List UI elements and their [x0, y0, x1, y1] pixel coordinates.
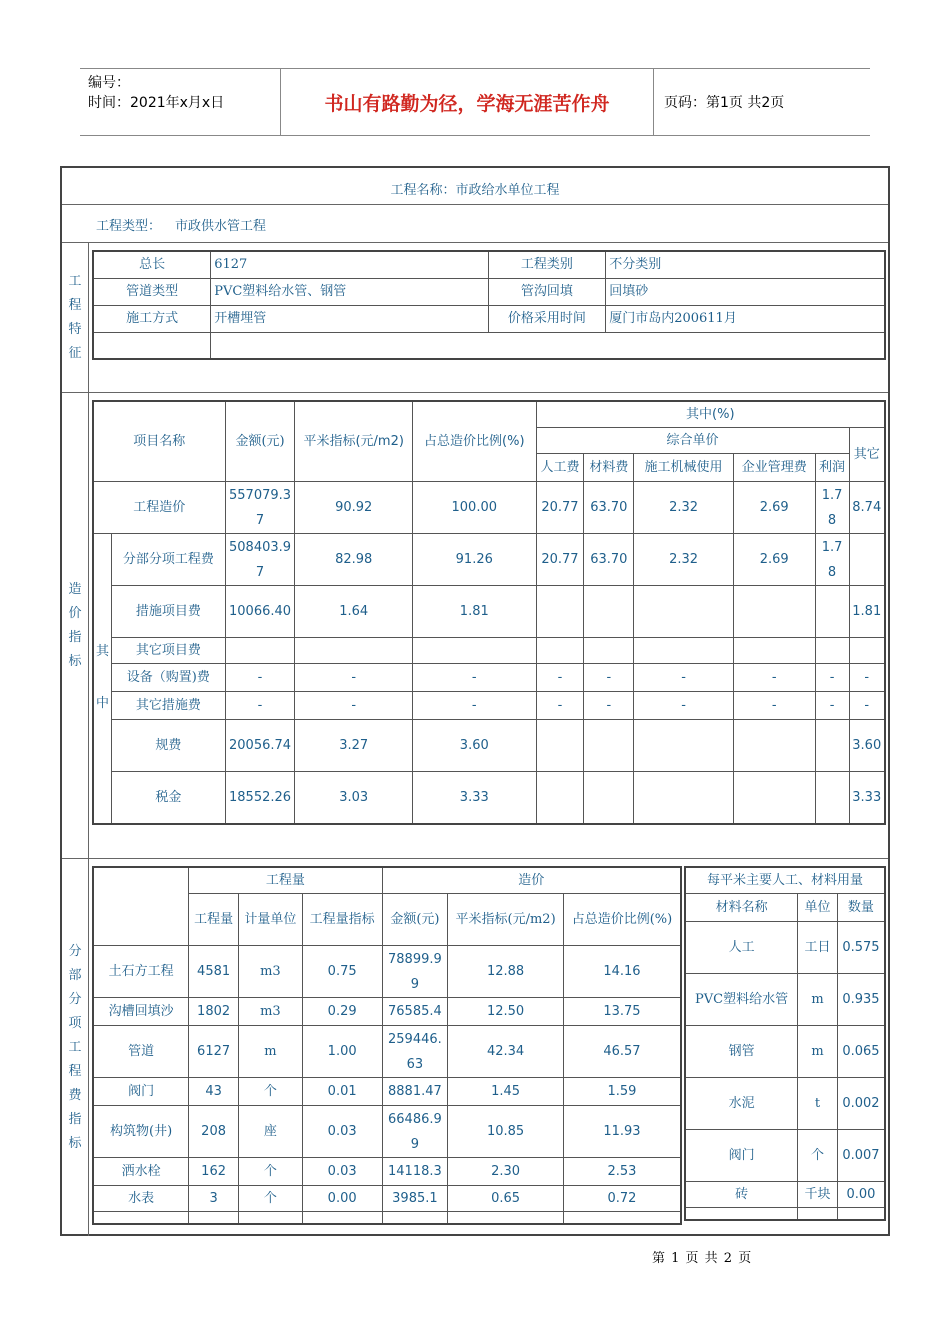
table-row: [93, 720, 885, 772]
material-qty: 0.007: [837, 1130, 885, 1182]
col-header: 单位: [798, 894, 838, 922]
col-header: 利润: [815, 454, 849, 482]
value-cell: -: [815, 664, 849, 692]
value-cell: 0.00: [302, 1186, 382, 1212]
feature-label: 管道类型: [93, 278, 211, 305]
col-header: 材料费: [584, 454, 634, 482]
value-cell: 3.60: [413, 720, 537, 772]
value-cell: 12.88: [448, 946, 564, 998]
row-label: 税金: [112, 772, 226, 824]
page-footer: 第 1 页 共 2 页: [652, 1251, 753, 1266]
row-label: 管道: [93, 1026, 189, 1078]
empty-cell: [302, 1212, 382, 1224]
col-header: 工程量: [189, 867, 382, 894]
feature-value: 厦门市岛内200611月: [606, 305, 885, 332]
value-cell: 2.32: [634, 534, 734, 586]
value-cell: -: [225, 692, 295, 720]
feature-value: 开槽埋管: [211, 305, 488, 332]
value-cell: 8.74: [849, 482, 885, 534]
value-cell: 76585.4: [382, 998, 448, 1026]
feature-label: 管沟回填: [488, 278, 606, 305]
col-header: 平米指标(元/m2): [448, 894, 564, 946]
empty-cell: [798, 1208, 838, 1220]
value-cell: [634, 720, 734, 772]
feature-label: 总长: [93, 251, 211, 278]
value-cell: 3.27: [295, 720, 413, 772]
cost-index-table: [92, 400, 886, 825]
row-label: 设备（购置)费: [112, 664, 226, 692]
value-cell: -: [634, 664, 734, 692]
value-cell: 8881.47: [382, 1078, 448, 1106]
value-cell: 4581: [189, 946, 239, 998]
value-cell: [634, 638, 734, 664]
table-row: [93, 1212, 681, 1224]
material-name: PVC塑料给水管: [685, 974, 798, 1026]
col-header: 施工机械使用: [634, 454, 734, 482]
row-label: 工程造价: [93, 482, 225, 534]
value-cell: 43: [189, 1078, 239, 1106]
value-cell: 13.75: [563, 998, 681, 1026]
project-type: [66, 208, 884, 240]
value-cell: 3: [189, 1186, 239, 1212]
value-cell: [536, 720, 584, 772]
document-header: [80, 68, 870, 136]
value-cell: -: [295, 664, 413, 692]
value-cell: [536, 772, 584, 824]
value-cell: [815, 586, 849, 638]
header-row: [93, 401, 885, 428]
col-header: 其中(%): [536, 401, 885, 428]
empty-cell: [239, 1212, 303, 1224]
value-cell: [584, 720, 634, 772]
value-cell: [536, 638, 584, 664]
material-unit: 千块: [798, 1182, 838, 1208]
value-cell: [295, 638, 413, 664]
table-row: [93, 1186, 681, 1212]
col-header: 占总造价比例(%): [413, 401, 537, 482]
material-unit: t: [798, 1078, 838, 1130]
value-cell: 63.70: [584, 482, 634, 534]
row-label: 措施项目费: [112, 586, 226, 638]
value-cell: 208: [189, 1106, 239, 1158]
value-cell: 82.98: [295, 534, 413, 586]
material-name: 砖: [685, 1182, 798, 1208]
col-header: 造价: [382, 867, 681, 894]
value-cell: 90.92: [295, 482, 413, 534]
row-label: 土石方工程: [93, 946, 189, 998]
value-cell: m3: [239, 946, 303, 998]
value-cell: 1.78: [815, 534, 849, 586]
row-label: 阀门: [93, 1078, 189, 1106]
value-cell: 1.00: [302, 1026, 382, 1078]
row-label: 其它项目费: [112, 638, 226, 664]
feature-row: [93, 305, 885, 332]
col-header: 占总造价比例(%): [563, 894, 681, 946]
value-cell: -: [849, 692, 885, 720]
value-cell: 3985.1: [382, 1186, 448, 1212]
features-table: [92, 250, 886, 360]
value-cell: [849, 638, 885, 664]
value-cell: [584, 638, 634, 664]
header-row: [685, 867, 885, 894]
feature-value: 回填砂: [606, 278, 885, 305]
value-cell: 0.65: [448, 1186, 564, 1212]
table-row: [93, 1026, 681, 1078]
material-name: 水泥: [685, 1078, 798, 1130]
value-cell: m3: [239, 998, 303, 1026]
value-cell: [536, 586, 584, 638]
value-cell: -: [536, 664, 584, 692]
empty-cell: [93, 1212, 189, 1224]
materials-title: 每平米主要人工、材料用量: [685, 867, 885, 894]
value-cell: [634, 772, 734, 824]
header-row: [685, 894, 885, 922]
value-cell: 个: [239, 1078, 303, 1106]
material-unit: m: [798, 974, 838, 1026]
value-cell: 6127: [189, 1026, 239, 1078]
feature-row: [93, 251, 885, 278]
table-row: [93, 664, 885, 692]
value-cell: 14118.3: [382, 1158, 448, 1186]
empty-cell: [837, 1208, 885, 1220]
value-cell: -: [413, 692, 537, 720]
table-row: [93, 998, 681, 1026]
material-qty: 0.00: [837, 1182, 885, 1208]
col-header: 其它: [849, 428, 885, 482]
header-row: [93, 867, 681, 894]
table-row: [93, 638, 885, 664]
value-cell: 0.01: [302, 1078, 382, 1106]
col-header: 工程量: [189, 894, 239, 946]
value-cell: 2.32: [634, 482, 734, 534]
cost-section-label: 造 价 指 标: [68, 582, 82, 669]
empty-cell: [563, 1212, 681, 1224]
material-qty: 0.935: [837, 974, 885, 1026]
value-cell: -: [634, 692, 734, 720]
value-cell: -: [225, 664, 295, 692]
value-cell: 1.78: [815, 482, 849, 534]
value-cell: -: [733, 692, 815, 720]
value-cell: 1.81: [849, 586, 885, 638]
material-row: [685, 1182, 885, 1208]
value-cell: [584, 586, 634, 638]
row-label: 分部分项工程费: [112, 534, 226, 586]
value-cell: [413, 638, 537, 664]
value-cell: 0.03: [302, 1106, 382, 1158]
value-cell: 162: [189, 1158, 239, 1186]
empty-cell: [189, 1212, 239, 1224]
empty-cell: [382, 1212, 448, 1224]
table-row: [93, 586, 885, 638]
page-info: 页码：第1页 共2页: [664, 95, 785, 111]
value-cell: 0.03: [302, 1158, 382, 1186]
value-cell: 1.45: [448, 1078, 564, 1106]
col-header: 综合单价: [536, 428, 849, 454]
material-unit: 工日: [798, 922, 838, 974]
value-cell: [225, 638, 295, 664]
value-cell: [584, 772, 634, 824]
value-cell: 20.77: [536, 534, 584, 586]
value-cell: -: [849, 664, 885, 692]
feature-label: 价格采用时间: [488, 305, 606, 332]
feature-empty: [93, 332, 211, 359]
material-qty: 0.065: [837, 1026, 885, 1078]
value-cell: -: [413, 664, 537, 692]
value-cell: 63.70: [584, 534, 634, 586]
material-row: [685, 1078, 885, 1130]
value-cell: 91.26: [413, 534, 537, 586]
feature-empty: [211, 332, 885, 359]
value-cell: 66486.99: [382, 1106, 448, 1158]
value-cell: [733, 772, 815, 824]
empty-cell: [448, 1212, 564, 1224]
value-cell: 个: [239, 1158, 303, 1186]
value-cell: -: [584, 664, 634, 692]
value-cell: [849, 534, 885, 586]
row-label: 构筑物(井): [93, 1106, 189, 1158]
feature-label: 工程类别: [488, 251, 606, 278]
value-cell: 46.57: [563, 1026, 681, 1078]
table-row: [93, 772, 885, 824]
table-row: [93, 1158, 681, 1186]
value-cell: 0.72: [563, 1186, 681, 1212]
empty-cell: [685, 1208, 798, 1220]
project-type-value: 市政供水管工程: [175, 218, 267, 234]
feature-value: 6127: [211, 251, 488, 278]
value-cell: 508403.97: [225, 534, 295, 586]
value-cell: -: [295, 692, 413, 720]
project-type-label: 工程类型：: [96, 218, 162, 234]
col-header: 企业管理费: [733, 454, 815, 482]
value-cell: [634, 586, 734, 638]
material-name: 钢管: [685, 1026, 798, 1078]
value-cell: 3.60: [849, 720, 885, 772]
materials-table: [684, 866, 886, 1221]
value-cell: -: [815, 692, 849, 720]
main-frame: [60, 166, 890, 1236]
value-cell: 1.64: [295, 586, 413, 638]
material-row: [685, 922, 885, 974]
value-cell: 42.34: [448, 1026, 564, 1078]
value-cell: 2.53: [563, 1158, 681, 1186]
feature-row: [93, 332, 885, 359]
material-qty: 0.002: [837, 1078, 885, 1130]
material-qty: 0.575: [837, 922, 885, 974]
value-cell: 20.77: [536, 482, 584, 534]
value-cell: 20056.74: [225, 720, 295, 772]
value-cell: 3.03: [295, 772, 413, 824]
value-cell: 10066.40: [225, 586, 295, 638]
col-header: 材料名称: [685, 894, 798, 922]
col-header: 项目名称: [93, 401, 225, 482]
value-cell: 12.50: [448, 998, 564, 1026]
table-row: [93, 482, 885, 534]
sub-index-table: [92, 866, 682, 1225]
motto: 书山有路勤为径，学海无涯苦作舟: [281, 69, 654, 135]
material-name: 人工: [685, 922, 798, 974]
feature-label: 施工方式: [93, 305, 211, 332]
value-cell: 100.00: [413, 482, 537, 534]
time-label: 时间：2021年x月x日: [88, 95, 225, 111]
value-cell: 10.85: [448, 1106, 564, 1158]
value-cell: 1.59: [563, 1078, 681, 1106]
row-label: 洒水栓: [93, 1158, 189, 1186]
row-label: 规费: [112, 720, 226, 772]
col-header: 工程量指标: [302, 894, 382, 946]
value-cell: 3.33: [413, 772, 537, 824]
sub-label: 其 中: [93, 534, 112, 824]
col-header: [93, 867, 189, 946]
material-unit: 个: [798, 1130, 838, 1182]
value-cell: 0.29: [302, 998, 382, 1026]
value-cell: 1.81: [413, 586, 537, 638]
value-cell: 18552.26: [225, 772, 295, 824]
header-meta: [80, 69, 281, 135]
value-cell: -: [536, 692, 584, 720]
value-cell: 2.30: [448, 1158, 564, 1186]
value-cell: -: [733, 664, 815, 692]
col-header: 人工费: [536, 454, 584, 482]
table-row: [93, 1078, 681, 1106]
col-header: 金额(元): [382, 894, 448, 946]
material-row: [685, 1026, 885, 1078]
value-cell: -: [584, 692, 634, 720]
value-cell: 3.33: [849, 772, 885, 824]
value-cell: [733, 586, 815, 638]
material-row: [685, 1208, 885, 1220]
value-cell: [733, 720, 815, 772]
value-cell: 14.16: [563, 946, 681, 998]
value-cell: 2.69: [733, 482, 815, 534]
col-header: 数量: [837, 894, 885, 922]
value-cell: m: [239, 1026, 303, 1078]
project-name: 工程名称：市政给水单位工程: [390, 182, 560, 198]
row-label: 沟槽回填沙: [93, 998, 189, 1026]
sub-section-label: 分 部 分 项 工 程 费 指 标: [68, 944, 82, 1151]
value-cell: 个: [239, 1186, 303, 1212]
features-section-label: 工 程 特 征: [68, 274, 82, 361]
material-name: 阀门: [685, 1130, 798, 1182]
table-row: [93, 534, 885, 586]
feature-row: [93, 278, 885, 305]
value-cell: [815, 772, 849, 824]
feature-value: 不分类别: [606, 251, 885, 278]
code-label: 编号：: [88, 75, 130, 91]
value-cell: 0.75: [302, 946, 382, 998]
material-row: [685, 1130, 885, 1182]
value-cell: 1802: [189, 998, 239, 1026]
table-row: [93, 692, 885, 720]
table-row: [93, 1106, 681, 1158]
col-header: 金额(元): [225, 401, 295, 482]
value-cell: 座: [239, 1106, 303, 1158]
feature-value: PVC塑料给水管、钢管: [211, 278, 488, 305]
value-cell: [815, 638, 849, 664]
value-cell: 259446.63: [382, 1026, 448, 1078]
value-cell: 557079.37: [225, 482, 295, 534]
row-label: 水表: [93, 1186, 189, 1212]
material-row: [685, 974, 885, 1026]
value-cell: 11.93: [563, 1106, 681, 1158]
value-cell: 78899.99: [382, 946, 448, 998]
value-cell: 2.69: [733, 534, 815, 586]
value-cell: [733, 638, 815, 664]
col-header: 平米指标(元/m2): [295, 401, 413, 482]
material-unit: m: [798, 1026, 838, 1078]
row-label: 其它措施费: [112, 692, 226, 720]
value-cell: [815, 720, 849, 772]
col-header: 计量单位: [239, 894, 303, 946]
table-row: [93, 946, 681, 998]
